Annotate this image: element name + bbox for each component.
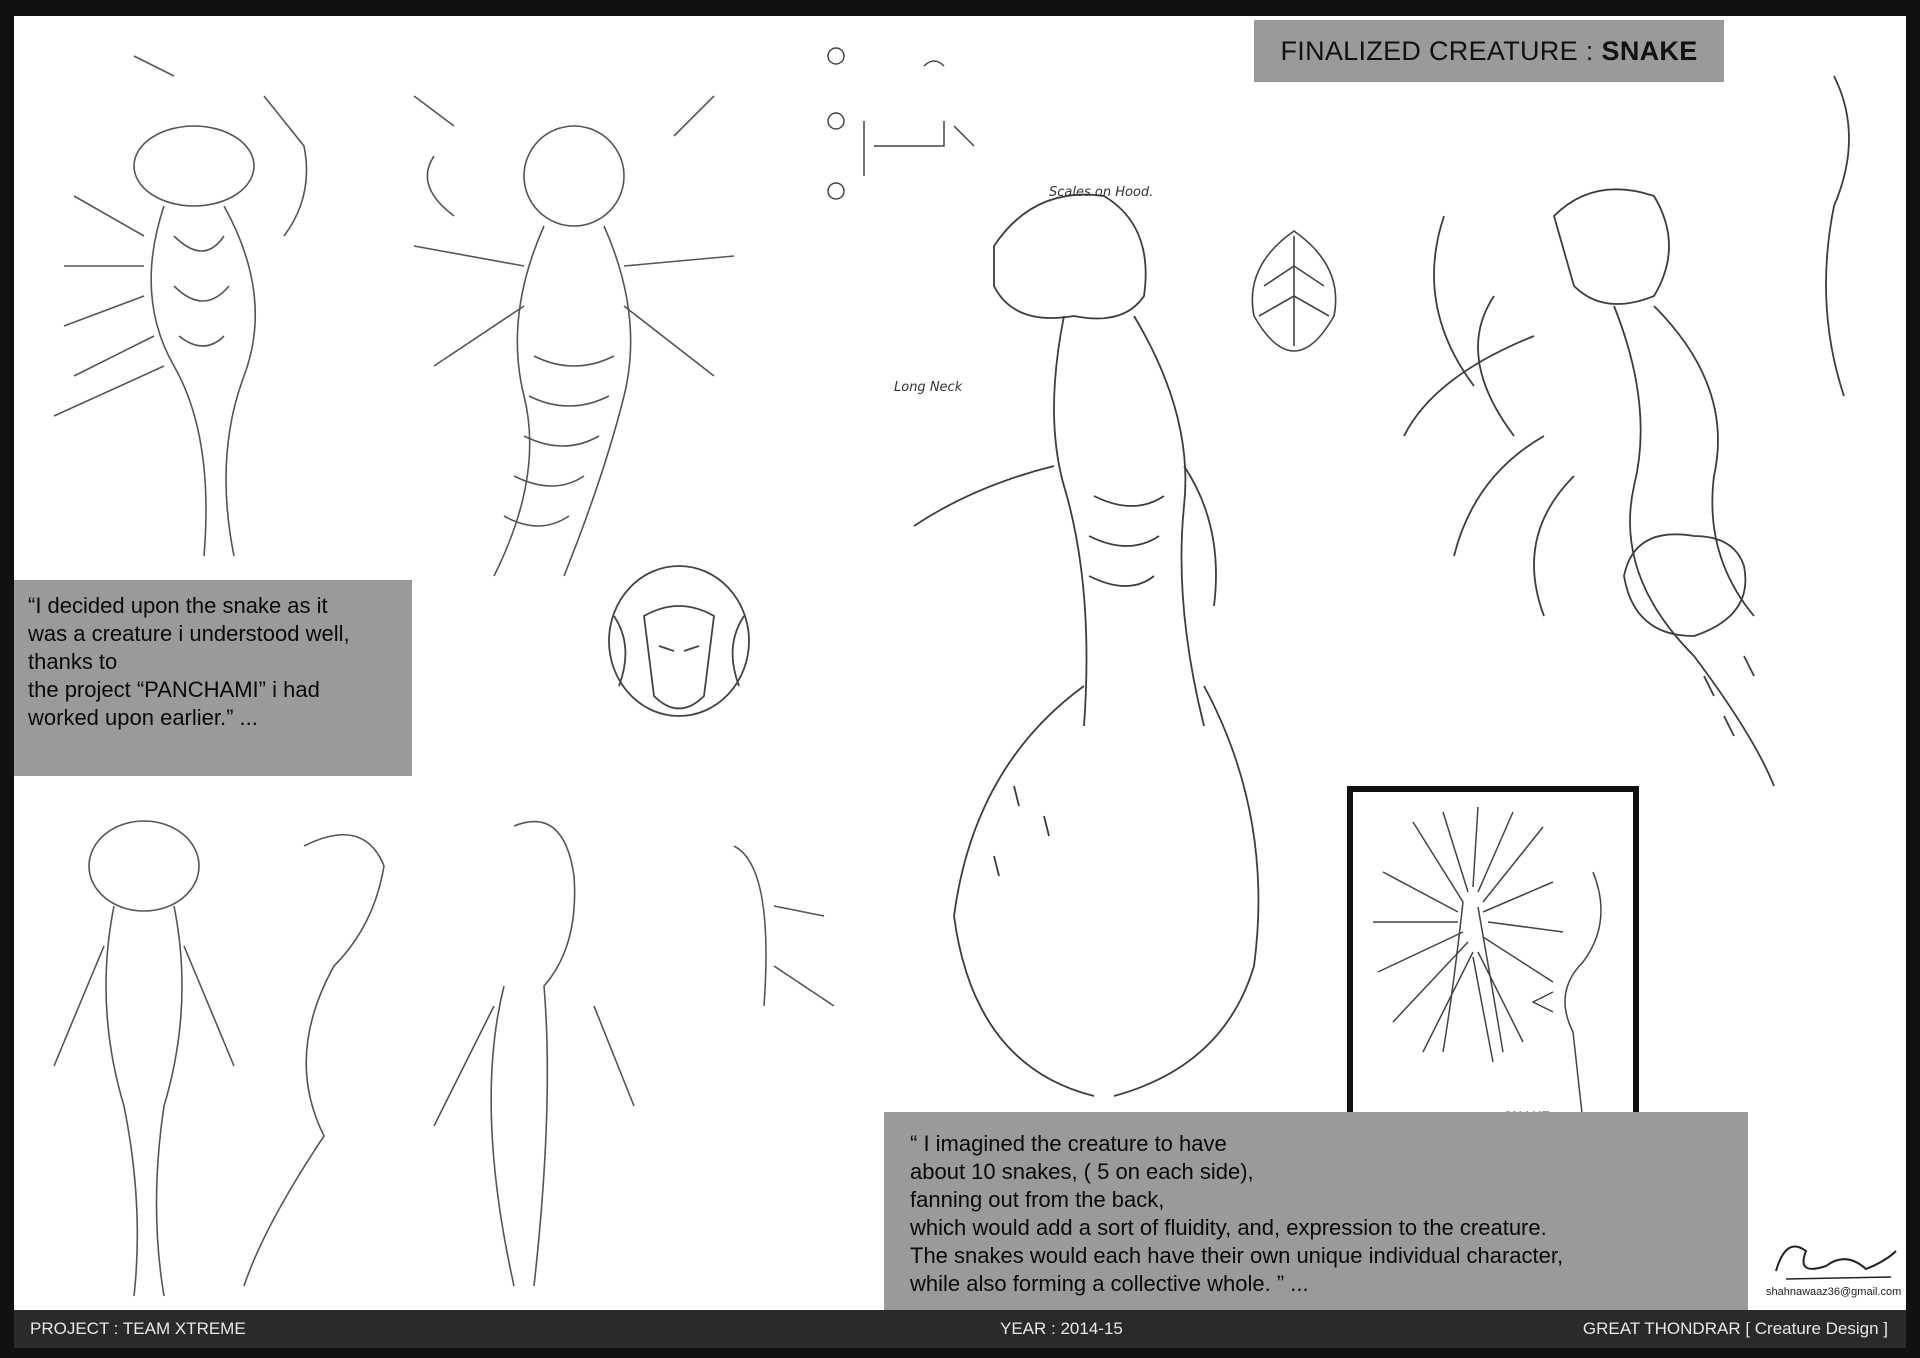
- sketch-sheet: [14, 16, 1906, 1310]
- quote-left-line: “I decided upon the snake as it: [28, 593, 328, 618]
- sketch-multi-head-figure: [14, 36, 374, 576]
- quote-left-line: thanks to: [28, 649, 118, 674]
- signature: [1766, 1231, 1906, 1310]
- note-scales: Scales on Hood.: [1049, 185, 1154, 200]
- detail-box-fanned-snakes: [1347, 786, 1639, 1158]
- signature-scribble: [1766, 1231, 1906, 1286]
- note-neck: Long Neck: [894, 380, 963, 395]
- title-emphasis: SNAKE: [1601, 35, 1698, 66]
- footer-year: YEAR : 2014-15: [1000, 1319, 1123, 1338]
- sketch-hood-head: [594, 556, 764, 736]
- sketch-fanned-snakes: [1353, 792, 1633, 1152]
- quote-right-line: while also forming a collective whole. ” ...: [910, 1271, 1309, 1296]
- quote-right-line: about 10 snakes, ( 5 on each side),: [910, 1159, 1254, 1184]
- footer-project: PROJECT : TEAM XTREME: [30, 1319, 246, 1338]
- quote-right-line: fanning out from the back,: [910, 1187, 1165, 1212]
- quote-right-line: The snakes would each have their own unique individual character,: [910, 1243, 1564, 1268]
- signature-email: shahnawaaz36@gmail.com: [1766, 1286, 1902, 1298]
- quote-left-line: the project “PANCHAMI” i had: [28, 677, 320, 702]
- quote-right-line: “ I imagined the creature to have: [910, 1131, 1227, 1156]
- quote-left: [14, 580, 412, 776]
- quote-right-line: which would add a sort of fluidity, and, expression to the creature.: [910, 1215, 1547, 1240]
- quote-right: [884, 1112, 1748, 1310]
- sketch-right-creature: [1394, 56, 1904, 796]
- title-prefix: FINALIZED CREATURE :: [1280, 35, 1594, 66]
- sketch-serpent-body-figure: [374, 36, 814, 596]
- sketch-bottom-figures: [34, 806, 864, 1306]
- footer-bar: [14, 1310, 1906, 1348]
- quote-left-line: was a creature i understood well,: [28, 621, 350, 646]
- footer-credit: GREAT THONDRAR [ Creature Design ]: [1582, 1319, 1888, 1338]
- quote-left-line: worked upon earlier.” ...: [28, 705, 258, 730]
- sketch-scale-detail: [1234, 226, 1354, 356]
